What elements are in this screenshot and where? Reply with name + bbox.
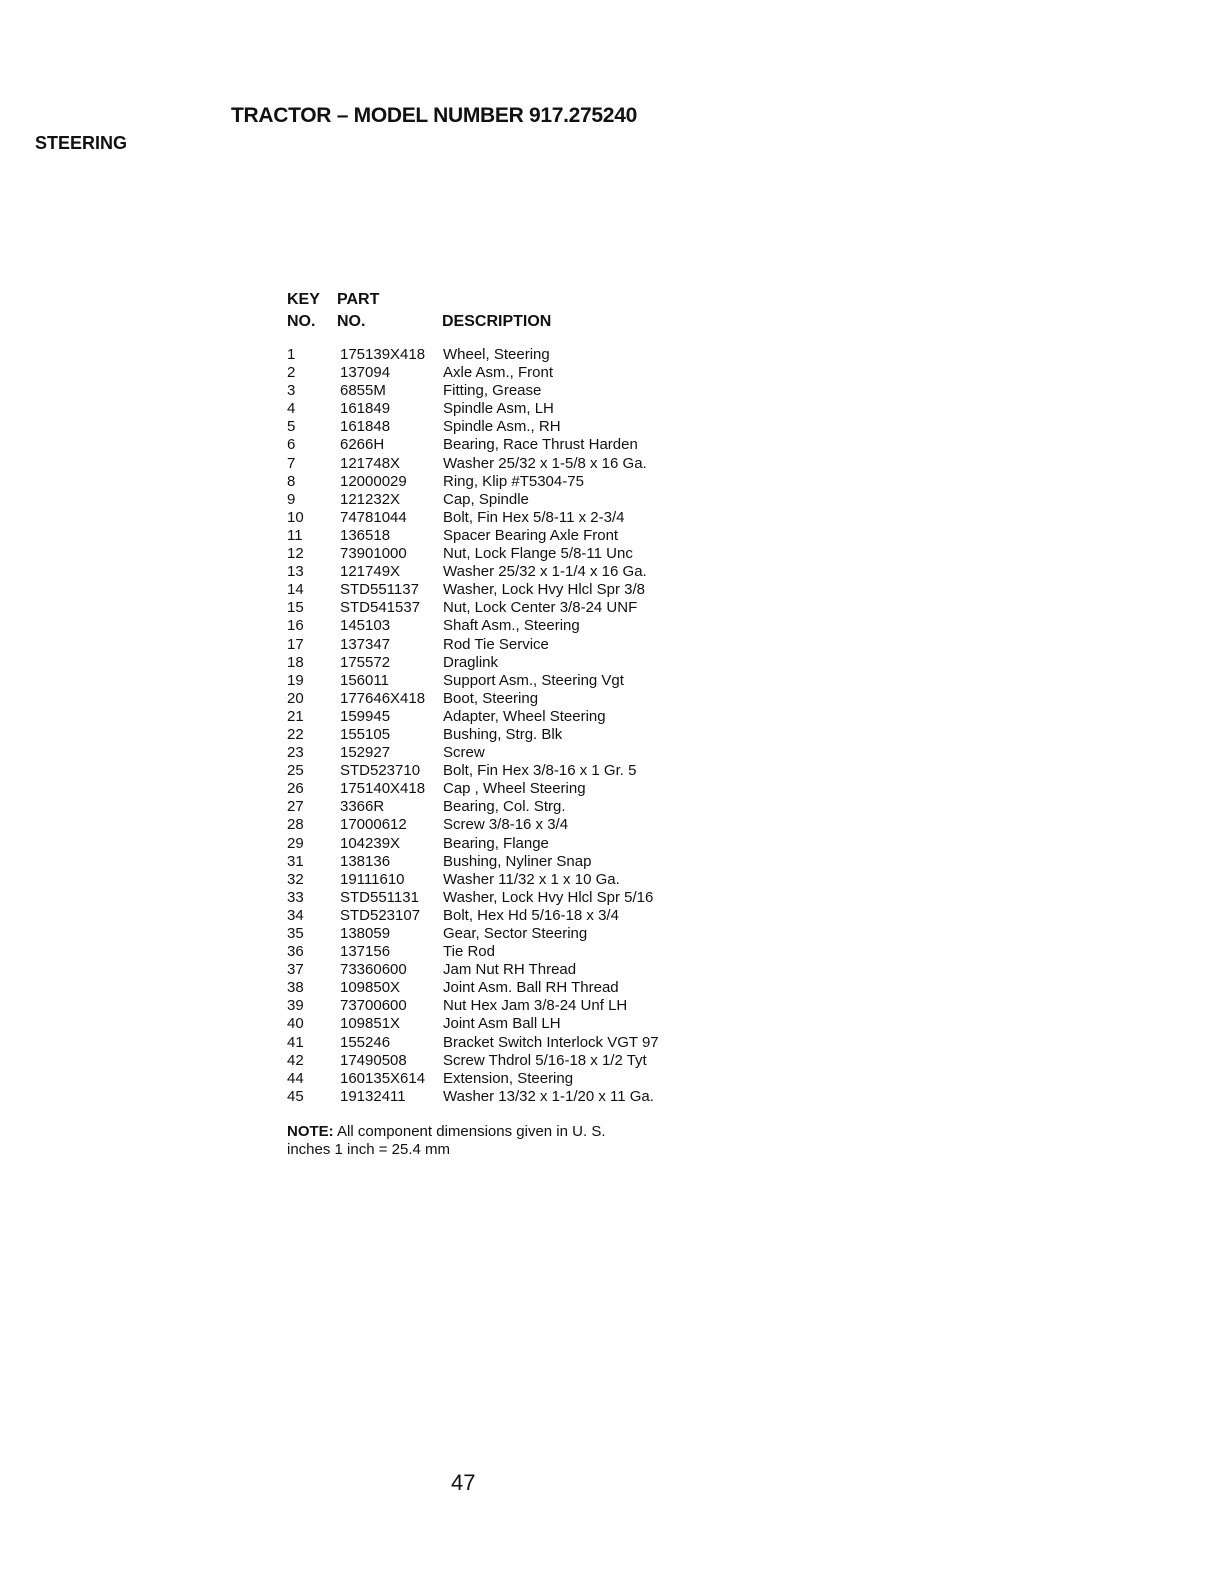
part-description: Axle Asm., Front <box>443 364 554 382</box>
key-number: 28 <box>287 816 304 834</box>
part-description: Nut Hex Jam 3/8-24 Unf LH <box>443 997 628 1015</box>
part-number: 74781044 <box>340 508 407 526</box>
table-row <box>287 780 707 798</box>
part-description: Rod Tie Service <box>443 635 549 653</box>
part-description: Screw 3/8-16 x 3/4 <box>443 816 569 834</box>
key-number: 9 <box>287 490 296 508</box>
part-number: 104239X <box>340 834 401 852</box>
part-description: Draglink <box>443 653 499 671</box>
part-number: 137156 <box>340 943 391 961</box>
part-description: Screw <box>443 744 485 762</box>
table-row <box>287 871 707 889</box>
key-number: 25 <box>287 762 304 780</box>
part-number: 19111610 <box>340 870 405 888</box>
table-row <box>287 436 707 454</box>
table-row <box>287 581 707 599</box>
key-number: 12 <box>287 545 304 563</box>
key-number: 18 <box>287 653 304 671</box>
part-number: 156011 <box>340 671 389 689</box>
part-description: Bushing, Strg. Blk <box>443 725 563 743</box>
part-description: Bearing, Race Thrust Harden <box>443 436 638 454</box>
table-row <box>287 617 707 635</box>
table-row <box>287 654 707 672</box>
part-number: 138059 <box>340 925 391 942</box>
part-description: Bearing, Flange <box>443 834 549 852</box>
part-description: Nut, Lock Center 3/8-24 UNF <box>443 599 638 617</box>
part-description: Wheel, Steering <box>443 346 550 363</box>
table-row <box>287 708 707 726</box>
part-number: 121748X <box>340 454 401 472</box>
header-key-line1: KEY <box>287 291 320 308</box>
table-row <box>287 925 707 943</box>
part-description: Shaft Asm., Steering <box>443 617 580 635</box>
part-description: Fitting, Grease <box>443 382 542 400</box>
table-row <box>287 835 707 853</box>
key-number: 42 <box>287 1051 304 1069</box>
key-number: 20 <box>287 689 304 707</box>
part-description: Boot, Steering <box>443 689 539 707</box>
table-row <box>287 1034 707 1052</box>
part-description: Extension, Steering <box>443 1069 574 1087</box>
key-number: 4 <box>287 400 296 418</box>
note-line1 <box>287 1123 707 1141</box>
table-row <box>287 473 707 491</box>
part-number: 155246 <box>340 1033 391 1051</box>
part-number: 161848 <box>340 418 391 436</box>
key-number: 15 <box>287 599 304 617</box>
key-number: 32 <box>287 870 304 888</box>
part-number: 138136 <box>340 852 391 870</box>
part-number: 159945 <box>340 707 391 725</box>
part-number: STD551137 <box>340 581 419 599</box>
part-description: Adapter, Wheel Steering <box>443 707 606 725</box>
key-number: 27 <box>287 798 304 816</box>
key-number: 6 <box>287 436 296 454</box>
key-number: 14 <box>287 581 304 599</box>
table-row <box>287 853 707 871</box>
key-number: 3 <box>287 382 296 400</box>
part-description: Nut, Lock Flange 5/8-11 Unc <box>443 545 633 563</box>
key-number: 1 <box>287 346 296 363</box>
part-description: Spindle Asm, LH <box>443 400 554 418</box>
key-number: 34 <box>287 906 304 924</box>
part-description: Washer 13/32 x 1-1/20 x 11 Ga. <box>443 1087 654 1105</box>
part-number: 177646X418 <box>340 689 426 707</box>
table-row <box>287 545 707 563</box>
key-number: 40 <box>287 1015 304 1033</box>
table-row <box>287 1052 707 1070</box>
key-number: 11 <box>287 526 303 544</box>
key-number: 39 <box>287 997 304 1015</box>
table-row <box>287 762 707 780</box>
table-row <box>287 636 707 654</box>
part-number: 17000612 <box>340 816 407 834</box>
key-number: 33 <box>287 888 304 906</box>
header-description: DESCRIPTION <box>442 313 552 330</box>
part-number: STD523710 <box>340 762 421 780</box>
part-description: Cap, Spindle <box>443 490 529 508</box>
table-row <box>287 563 707 581</box>
table-row <box>287 798 707 816</box>
table-row <box>287 400 707 418</box>
part-number: 6855M <box>340 382 386 400</box>
table-row <box>287 979 707 997</box>
part-number: 3366R <box>340 798 385 816</box>
part-description: Bolt, Fin Hex 5/8-11 x 2-3/4 <box>443 508 625 526</box>
part-description: Washer, Lock Hvy Hlcl Spr 3/8 <box>443 581 646 599</box>
key-number: 5 <box>287 418 296 436</box>
table-row <box>287 1088 707 1106</box>
table-row <box>287 943 707 961</box>
table-row <box>287 1070 707 1088</box>
part-number: 137094 <box>340 364 391 382</box>
part-number: 175572 <box>340 653 391 671</box>
part-description: Washer 25/32 x 1-1/4 x 16 Ga. <box>443 563 647 581</box>
part-description: Washer 11/32 x 1 x 10 Ga. <box>443 870 620 888</box>
key-number: 23 <box>287 744 304 762</box>
table-row <box>287 961 707 979</box>
table-row <box>287 418 707 436</box>
note-line2: inches 1 inch = 25.4 mm <box>287 1141 451 1158</box>
table-row <box>287 346 707 364</box>
parts-list <box>287 346 707 1106</box>
part-number: 145103 <box>340 617 391 635</box>
key-number: 13 <box>287 563 304 581</box>
part-number: 12000029 <box>340 472 407 490</box>
part-description: Jam Nut RH Thread <box>443 961 577 979</box>
key-number: 29 <box>287 834 304 852</box>
table-row <box>287 599 707 617</box>
part-description: Screw Thdrol 5/16-18 x 1/2 Tyt <box>443 1051 647 1069</box>
part-number: 175139X418 <box>340 346 426 363</box>
page-number: 47 <box>451 1470 476 1495</box>
part-number: 121232X <box>340 490 401 508</box>
key-number: 21 <box>287 707 304 725</box>
note-text: All component dimensions given in U. S. <box>337 1123 606 1140</box>
key-number: 44 <box>287 1069 304 1087</box>
note-label: NOTE: <box>287 1123 334 1140</box>
header-part-line1: PART <box>337 291 380 308</box>
key-number: 41 <box>287 1033 304 1051</box>
part-description: Bolt, Hex Hd 5/16-18 x 3/4 <box>443 906 619 924</box>
part-number: 109851X <box>340 1015 401 1033</box>
part-description: Joint Asm. Ball RH Thread <box>443 979 619 997</box>
part-number: 161849 <box>340 400 391 418</box>
part-number: 73700600 <box>340 997 407 1015</box>
table-row <box>287 672 707 690</box>
part-number: STD551131 <box>340 888 419 906</box>
part-description: Cap , Wheel Steering <box>443 780 586 798</box>
part-description: Support Asm., Steering Vgt <box>443 671 624 689</box>
table-row <box>287 726 707 744</box>
key-number: 22 <box>287 725 304 743</box>
key-number: 26 <box>287 780 304 798</box>
key-number: 8 <box>287 472 296 490</box>
table-row <box>287 744 707 762</box>
note <box>287 1123 707 1159</box>
key-number: 7 <box>287 454 296 472</box>
header-part-line2: NO. <box>337 313 366 330</box>
table-row <box>287 527 707 545</box>
key-number: 35 <box>287 925 304 942</box>
part-description: Spacer Bearing Axle Front <box>443 526 619 544</box>
part-number: 121749X <box>340 563 401 581</box>
table-row <box>287 816 707 834</box>
part-number: STD523107 <box>340 906 421 924</box>
part-number: 175140X418 <box>340 780 426 798</box>
part-number: 73901000 <box>340 545 407 563</box>
part-description: Spindle Asm., RH <box>443 418 561 436</box>
part-number: 152927 <box>340 744 391 762</box>
part-number: 19132411 <box>340 1087 406 1105</box>
table-row <box>287 889 707 907</box>
header-key-line2: NO. <box>287 313 316 330</box>
part-number: 160135X614 <box>340 1069 426 1087</box>
section-label: STEERING <box>35 133 128 153</box>
key-number: 38 <box>287 979 304 997</box>
page-title: TRACTOR – MODEL NUMBER 917.275240 <box>231 104 637 127</box>
table-row <box>287 491 707 509</box>
table-row <box>287 364 707 382</box>
part-description: Washer 25/32 x 1-5/8 x 16 Ga. <box>443 454 647 472</box>
key-number: 37 <box>287 961 304 979</box>
part-number: 73360600 <box>340 961 407 979</box>
part-number: 109850X <box>340 979 401 997</box>
part-number: 137347 <box>340 635 391 653</box>
key-number: 16 <box>287 617 304 635</box>
table-row <box>287 382 707 400</box>
key-number: 10 <box>287 508 304 526</box>
part-number: 155105 <box>340 725 391 743</box>
key-number: 31 <box>287 852 304 870</box>
part-description: Bearing, Col. Strg. <box>443 798 566 816</box>
table-row <box>287 509 707 527</box>
table-row <box>287 690 707 708</box>
part-description: Joint Asm Ball LH <box>443 1015 561 1033</box>
part-description: Washer, Lock Hvy Hlcl Spr 5/16 <box>443 888 654 906</box>
part-description: Gear, Sector Steering <box>443 925 588 942</box>
part-description: Bolt, Fin Hex 3/8-16 x 1 Gr. 5 <box>443 762 637 780</box>
table-row <box>287 1015 707 1033</box>
parts-table-header <box>287 291 707 339</box>
table-row <box>287 907 707 925</box>
part-number: 17490508 <box>340 1051 407 1069</box>
key-number: 45 <box>287 1087 304 1105</box>
part-description: Bracket Switch Interlock VGT 97 <box>443 1033 659 1051</box>
table-row <box>287 997 707 1015</box>
part-description: Tie Rod <box>443 943 495 961</box>
part-number: STD541537 <box>340 599 421 617</box>
key-number: 2 <box>287 364 296 382</box>
part-number: 136518 <box>340 526 391 544</box>
key-number: 17 <box>287 635 304 653</box>
key-number: 36 <box>287 943 304 961</box>
key-number: 19 <box>287 671 304 689</box>
part-description: Bushing, Nyliner Snap <box>443 852 592 870</box>
part-number: 6266H <box>340 436 385 454</box>
table-row <box>287 455 707 473</box>
part-description: Ring, Klip #T5304-75 <box>443 472 584 490</box>
